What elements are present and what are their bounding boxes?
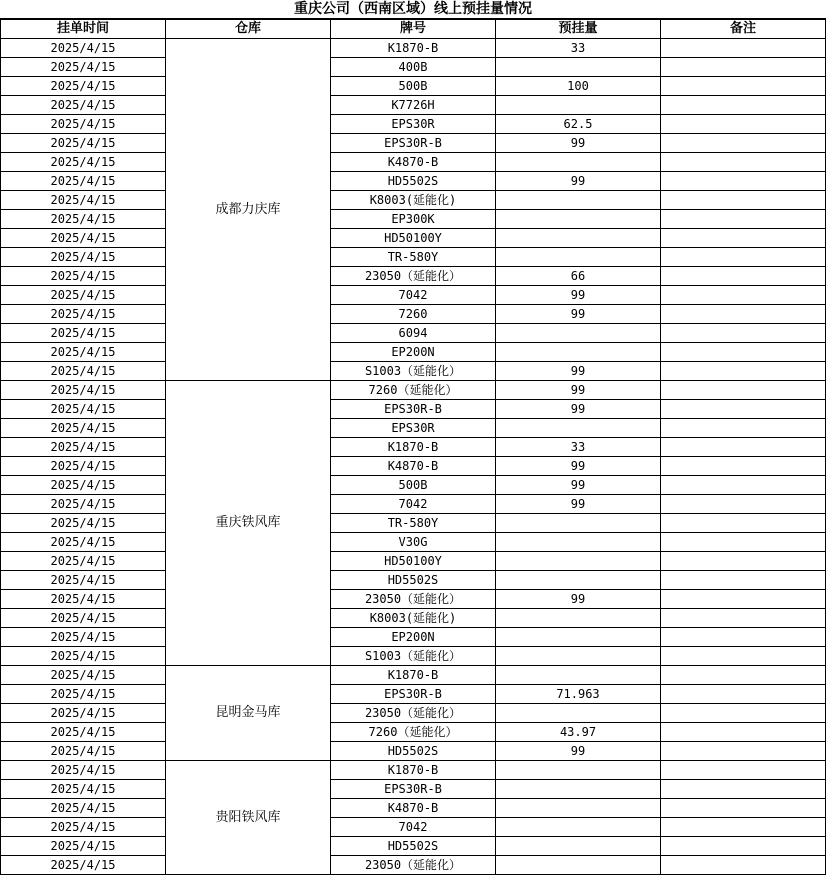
brand-cell[interactable]: 7260	[331, 305, 496, 324]
date-cell[interactable]: 2025/4/15	[1, 571, 166, 590]
date-cell[interactable]: 2025/4/15	[1, 267, 166, 286]
table-row	[1, 77, 826, 96]
qty-cell[interactable]: 99	[496, 134, 661, 153]
brand-cell[interactable]: HD5502S	[331, 571, 496, 590]
note-cell[interactable]	[661, 799, 826, 818]
note-cell[interactable]	[661, 419, 826, 438]
header-date[interactable]: 挂单时间	[1, 20, 166, 39]
date-cell[interactable]: 2025/4/15	[1, 96, 166, 115]
note-cell[interactable]	[661, 134, 826, 153]
date-cell[interactable]: 2025/4/15	[1, 248, 166, 267]
brand-cell[interactable]: EPS30R	[331, 115, 496, 134]
table-row	[1, 533, 826, 552]
brand-cell[interactable]: S1003（延能化）	[331, 362, 496, 381]
table-row	[1, 286, 826, 305]
brand-cell[interactable]: K8003(延能化)	[331, 609, 496, 628]
brand-cell[interactable]: HD5502S	[331, 742, 496, 761]
note-cell[interactable]	[661, 533, 826, 552]
table-row	[1, 362, 826, 381]
brand-cell[interactable]: 7260（延能化）	[331, 723, 496, 742]
note-cell[interactable]	[661, 723, 826, 742]
qty-cell[interactable]	[496, 153, 661, 172]
brand-cell[interactable]: 23050（延能化）	[331, 856, 496, 875]
header-qty[interactable]: 预挂量	[496, 20, 661, 39]
qty-cell[interactable]	[496, 628, 661, 647]
qty-cell[interactable]: 99	[496, 362, 661, 381]
table-row	[1, 837, 826, 856]
brand-cell[interactable]: K4870-B	[331, 153, 496, 172]
qty-cell[interactable]	[496, 96, 661, 115]
qty-cell[interactable]: 99	[496, 172, 661, 191]
brand-cell[interactable]: EP200N	[331, 628, 496, 647]
date-cell[interactable]: 2025/4/15	[1, 153, 166, 172]
table-row	[1, 229, 826, 248]
table-row	[1, 723, 826, 742]
note-cell[interactable]	[661, 666, 826, 685]
table-row	[1, 134, 826, 153]
note-cell[interactable]	[661, 172, 826, 191]
date-cell[interactable]: 2025/4/15	[1, 609, 166, 628]
brand-cell[interactable]: 7042	[331, 818, 496, 837]
table-row	[1, 267, 826, 286]
table-row	[1, 704, 826, 723]
qty-cell[interactable]	[496, 818, 661, 837]
note-cell[interactable]	[661, 457, 826, 476]
table-row	[1, 666, 826, 685]
date-cell[interactable]: 2025/4/15	[1, 666, 166, 685]
date-cell[interactable]: 2025/4/15	[1, 362, 166, 381]
date-cell[interactable]: 2025/4/15	[1, 799, 166, 818]
date-cell[interactable]: 2025/4/15	[1, 476, 166, 495]
brand-cell[interactable]: K4870-B	[331, 799, 496, 818]
note-cell[interactable]	[661, 647, 826, 666]
warehouse-cell[interactable]: 重庆铁风库	[166, 381, 331, 666]
note-cell[interactable]	[661, 628, 826, 647]
header-note[interactable]: 备注	[661, 20, 826, 39]
date-cell[interactable]: 2025/4/15	[1, 818, 166, 837]
note-cell[interactable]	[661, 362, 826, 381]
table-row	[1, 742, 826, 761]
qty-cell[interactable]: 99	[496, 381, 661, 400]
table-row	[1, 609, 826, 628]
note-cell[interactable]	[661, 115, 826, 134]
table-row	[1, 476, 826, 495]
date-cell[interactable]: 2025/4/15	[1, 837, 166, 856]
qty-cell[interactable]	[496, 666, 661, 685]
date-cell[interactable]: 2025/4/15	[1, 514, 166, 533]
brand-cell[interactable]: 400B	[331, 58, 496, 77]
date-cell[interactable]: 2025/4/15	[1, 457, 166, 476]
qty-cell[interactable]	[496, 552, 661, 571]
qty-cell[interactable]	[496, 343, 661, 362]
table-row	[1, 191, 826, 210]
qty-cell[interactable]: 33	[496, 438, 661, 457]
qty-cell[interactable]	[496, 248, 661, 267]
brand-cell[interactable]: K1870-B	[331, 39, 496, 58]
date-cell[interactable]: 2025/4/15	[1, 419, 166, 438]
date-cell[interactable]: 2025/4/15	[1, 761, 166, 780]
note-cell[interactable]	[661, 58, 826, 77]
qty-cell[interactable]	[496, 856, 661, 875]
brand-cell[interactable]: 7042	[331, 286, 496, 305]
date-cell[interactable]: 2025/4/15	[1, 229, 166, 248]
table-row	[1, 590, 826, 609]
note-cell[interactable]	[661, 343, 826, 362]
brand-cell[interactable]: V30G	[331, 533, 496, 552]
qty-cell[interactable]: 66	[496, 267, 661, 286]
sheet-title: 重庆公司（西南区域）线上预挂量情况	[0, 0, 826, 19]
qty-cell[interactable]	[496, 571, 661, 590]
qty-cell[interactable]	[496, 761, 661, 780]
note-cell[interactable]	[661, 495, 826, 514]
table-row	[1, 514, 826, 533]
brand-cell[interactable]: 7042	[331, 495, 496, 514]
qty-cell[interactable]	[496, 533, 661, 552]
brand-cell[interactable]: K4870-B	[331, 457, 496, 476]
warehouse-cell[interactable]: 昆明金马库	[166, 666, 331, 761]
brand-cell[interactable]: K1870-B	[331, 761, 496, 780]
table-row	[1, 115, 826, 134]
note-cell[interactable]	[661, 590, 826, 609]
note-cell[interactable]	[661, 837, 826, 856]
qty-cell[interactable]	[496, 191, 661, 210]
note-cell[interactable]	[661, 248, 826, 267]
date-cell[interactable]: 2025/4/15	[1, 172, 166, 191]
brand-cell[interactable]: EPS30R-B	[331, 400, 496, 419]
brand-cell[interactable]: 23050（延能化）	[331, 590, 496, 609]
note-cell[interactable]	[661, 685, 826, 704]
note-cell[interactable]	[661, 761, 826, 780]
note-cell[interactable]	[661, 77, 826, 96]
brand-cell[interactable]: 500B	[331, 476, 496, 495]
date-cell[interactable]: 2025/4/15	[1, 381, 166, 400]
note-cell[interactable]	[661, 818, 826, 837]
note-cell[interactable]	[661, 571, 826, 590]
qty-cell[interactable]	[496, 514, 661, 533]
note-cell[interactable]	[661, 210, 826, 229]
header-row	[1, 20, 826, 39]
table-row	[1, 210, 826, 229]
date-cell[interactable]: 2025/4/15	[1, 533, 166, 552]
header-brand[interactable]: 牌号	[331, 20, 496, 39]
table-row	[1, 419, 826, 438]
table-row	[1, 780, 826, 799]
qty-cell[interactable]	[496, 58, 661, 77]
date-cell[interactable]: 2025/4/15	[1, 552, 166, 571]
note-cell[interactable]	[661, 39, 826, 58]
note-cell[interactable]	[661, 191, 826, 210]
table-row	[1, 324, 826, 343]
date-cell[interactable]: 2025/4/15	[1, 590, 166, 609]
table-row	[1, 552, 826, 571]
qty-cell[interactable]: 71.963	[496, 685, 661, 704]
qty-cell[interactable]: 100	[496, 77, 661, 96]
table-row	[1, 818, 826, 837]
note-cell[interactable]	[661, 609, 826, 628]
qty-cell[interactable]	[496, 210, 661, 229]
table-row	[1, 58, 826, 77]
brand-cell[interactable]: 500B	[331, 77, 496, 96]
brand-cell[interactable]: 6094	[331, 324, 496, 343]
brand-cell[interactable]: K7726H	[331, 96, 496, 115]
note-cell[interactable]	[661, 267, 826, 286]
table-row	[1, 761, 826, 780]
brand-cell[interactable]: 23050（延能化）	[331, 704, 496, 723]
qty-cell[interactable]	[496, 799, 661, 818]
brand-cell[interactable]: HD5502S	[331, 172, 496, 191]
qty-cell[interactable]	[496, 837, 661, 856]
date-cell[interactable]: 2025/4/15	[1, 704, 166, 723]
note-cell[interactable]	[661, 476, 826, 495]
table-row	[1, 153, 826, 172]
qty-cell[interactable]: 99	[496, 286, 661, 305]
table-row	[1, 248, 826, 267]
date-cell[interactable]: 2025/4/15	[1, 742, 166, 761]
table-row	[1, 305, 826, 324]
date-cell[interactable]: 2025/4/15	[1, 191, 166, 210]
warehouse-cell[interactable]: 成都力庆库	[166, 39, 331, 381]
date-cell[interactable]: 2025/4/15	[1, 77, 166, 96]
date-cell[interactable]: 2025/4/15	[1, 115, 166, 134]
table-body	[1, 39, 826, 875]
note-cell[interactable]	[661, 552, 826, 571]
qty-cell[interactable]: 43.97	[496, 723, 661, 742]
date-cell[interactable]: 2025/4/15	[1, 305, 166, 324]
date-cell[interactable]: 2025/4/15	[1, 647, 166, 666]
qty-cell[interactable]: 62.5	[496, 115, 661, 134]
table-row	[1, 685, 826, 704]
brand-cell[interactable]: HD50100Y	[331, 229, 496, 248]
qty-cell[interactable]: 99	[496, 457, 661, 476]
qty-cell[interactable]: 99	[496, 742, 661, 761]
header-warehouse[interactable]: 仓库	[166, 20, 331, 39]
qty-cell[interactable]: 99	[496, 495, 661, 514]
date-cell[interactable]: 2025/4/15	[1, 780, 166, 799]
note-cell[interactable]	[661, 305, 826, 324]
brand-cell[interactable]: 23050（延能化）	[331, 267, 496, 286]
date-cell[interactable]: 2025/4/15	[1, 685, 166, 704]
date-cell[interactable]: 2025/4/15	[1, 39, 166, 58]
brand-cell[interactable]: EP300K	[331, 210, 496, 229]
date-cell[interactable]: 2025/4/15	[1, 723, 166, 742]
date-cell[interactable]: 2025/4/15	[1, 210, 166, 229]
brand-cell[interactable]: EPS30R	[331, 419, 496, 438]
table-row	[1, 96, 826, 115]
table-row	[1, 438, 826, 457]
brand-cell[interactable]: HD5502S	[331, 837, 496, 856]
table-row	[1, 457, 826, 476]
qty-cell[interactable]	[496, 647, 661, 666]
date-cell[interactable]: 2025/4/15	[1, 286, 166, 305]
date-cell[interactable]: 2025/4/15	[1, 856, 166, 875]
brand-cell[interactable]: EPS30R-B	[331, 685, 496, 704]
note-cell[interactable]	[661, 438, 826, 457]
brand-cell[interactable]: S1003（延能化）	[331, 647, 496, 666]
note-cell[interactable]	[661, 514, 826, 533]
brand-cell[interactable]: EPS30R-B	[331, 780, 496, 799]
brand-cell[interactable]: K8003(延能化)	[331, 191, 496, 210]
brand-cell[interactable]: EPS30R-B	[331, 134, 496, 153]
date-cell[interactable]: 2025/4/15	[1, 58, 166, 77]
qty-cell[interactable]: 99	[496, 305, 661, 324]
table-row	[1, 628, 826, 647]
qty-cell[interactable]: 33	[496, 39, 661, 58]
table-row	[1, 381, 826, 400]
date-cell[interactable]: 2025/4/15	[1, 324, 166, 343]
date-cell[interactable]: 2025/4/15	[1, 495, 166, 514]
qty-cell[interactable]	[496, 609, 661, 628]
qty-cell[interactable]	[496, 419, 661, 438]
brand-cell[interactable]: TR-580Y	[331, 514, 496, 533]
note-cell[interactable]	[661, 153, 826, 172]
table-row	[1, 172, 826, 191]
date-cell[interactable]: 2025/4/15	[1, 134, 166, 153]
note-cell[interactable]	[661, 286, 826, 305]
table-row	[1, 799, 826, 818]
table-row	[1, 571, 826, 590]
brand-cell[interactable]: HD50100Y	[331, 552, 496, 571]
note-cell[interactable]	[661, 704, 826, 723]
date-cell[interactable]: 2025/4/15	[1, 343, 166, 362]
note-cell[interactable]	[661, 324, 826, 343]
note-cell[interactable]	[661, 96, 826, 115]
brand-cell[interactable]: K1870-B	[331, 666, 496, 685]
date-cell[interactable]: 2025/4/15	[1, 400, 166, 419]
brand-cell[interactable]: K1870-B	[331, 438, 496, 457]
brand-cell[interactable]: EP200N	[331, 343, 496, 362]
qty-cell[interactable]	[496, 780, 661, 799]
date-cell[interactable]: 2025/4/15	[1, 628, 166, 647]
qty-cell[interactable]	[496, 704, 661, 723]
qty-cell[interactable]: 99	[496, 590, 661, 609]
table-row	[1, 495, 826, 514]
note-cell[interactable]	[661, 400, 826, 419]
note-cell[interactable]	[661, 381, 826, 400]
table-row	[1, 856, 826, 875]
qty-cell[interactable]	[496, 324, 661, 343]
qty-cell[interactable]: 99	[496, 476, 661, 495]
table-row	[1, 39, 826, 58]
note-cell[interactable]	[661, 856, 826, 875]
qty-cell[interactable]: 99	[496, 400, 661, 419]
date-cell[interactable]: 2025/4/15	[1, 438, 166, 457]
table-row	[1, 647, 826, 666]
data-table	[0, 19, 826, 875]
table-row	[1, 400, 826, 419]
note-cell[interactable]	[661, 742, 826, 761]
note-cell[interactable]	[661, 229, 826, 248]
note-cell[interactable]	[661, 780, 826, 799]
brand-cell[interactable]: TR-580Y	[331, 248, 496, 267]
brand-cell[interactable]: 7260（延能化）	[331, 381, 496, 400]
table-row	[1, 343, 826, 362]
warehouse-cell[interactable]: 贵阳铁风库	[166, 761, 331, 875]
qty-cell[interactable]	[496, 229, 661, 248]
